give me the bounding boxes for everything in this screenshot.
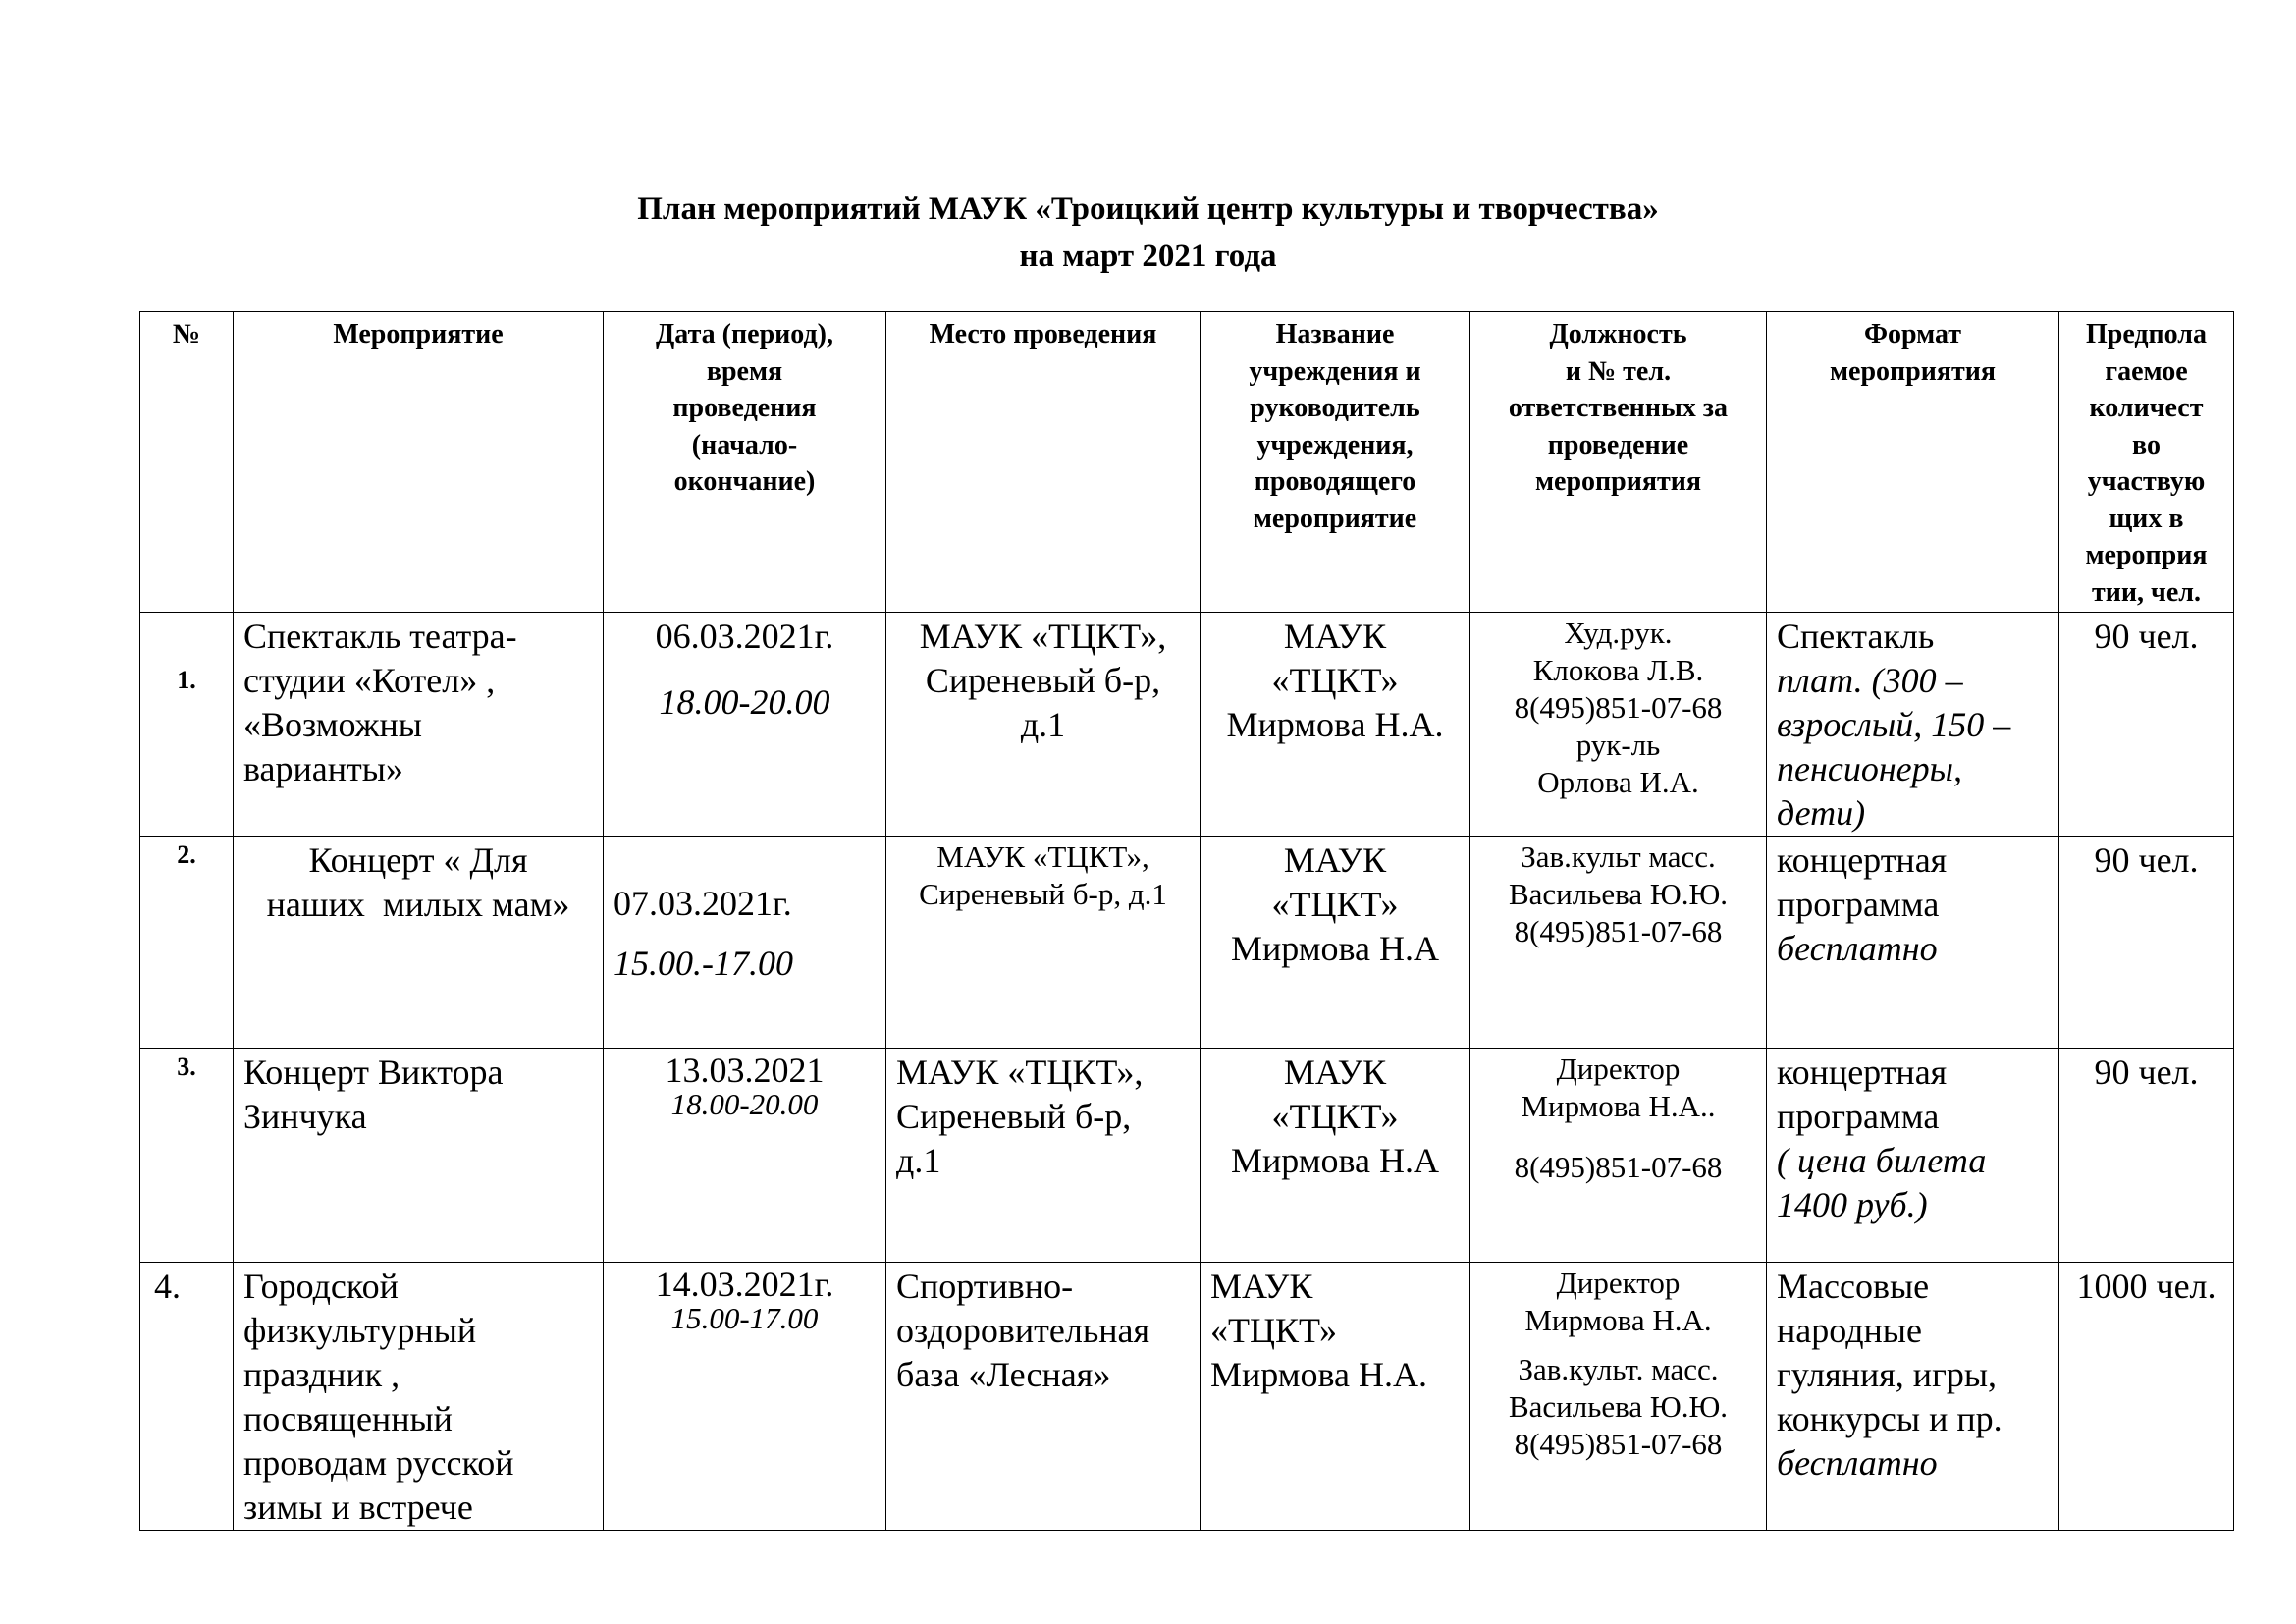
responsible-cell: Зав.культ масс. Васильева Ю.Ю. 8(495)851-07-68 xyxy=(1470,837,1767,1049)
event-cell: Концерт « Для наших милых мам» xyxy=(234,837,604,1049)
row-number: 1. xyxy=(140,613,234,837)
date-cell: 14.03.2021г. 15.00-17.00 xyxy=(604,1263,886,1531)
organization-cell: МАУК «ТЦКТ» Мирмова Н.А xyxy=(1201,837,1470,1049)
date-cell: 06.03.2021г. 18.00-20.00 xyxy=(604,613,886,837)
header-num: № xyxy=(140,312,234,613)
table-header-row xyxy=(140,312,2234,613)
place-cell: МАУК «ТЦКТ», Сиреневый б-р, д.1 xyxy=(886,613,1201,837)
header-format: Формат мероприятия xyxy=(1767,312,2059,613)
format-cell: концертная программа бесплатно xyxy=(1767,837,2059,1049)
table-row xyxy=(140,613,2234,837)
document-subtitle: на март 2021 года xyxy=(1019,239,1277,274)
place-cell: МАУК «ТЦКТ», Сиреневый б-р, д.1 xyxy=(886,837,1201,1049)
responsible-cell: Худ.рук. Клокова Л.В. 8(495)851-07-68 рук-ль Орлова И.А. xyxy=(1470,613,1767,837)
format-cell: концертная программа ( цена билета 1400 руб.) xyxy=(1767,1049,2059,1263)
responsible-cell: Директор Мирмова Н.А.. 8(495)851-07-68 xyxy=(1470,1049,1767,1263)
count-cell: 90 чел. xyxy=(2059,613,2234,837)
header-organization: Название учреждения и руководитель учреждения, проводящего мероприятие xyxy=(1201,312,1470,613)
organization-cell: МАУК «ТЦКТ» Мирмова Н.А. xyxy=(1201,613,1470,837)
responsible-cell: Директор Мирмова Н.А. Зав.культ. масс. Васильева Ю.Ю. 8(495)851-07-68 xyxy=(1470,1263,1767,1531)
header-event: Мероприятие xyxy=(234,312,604,613)
header-place: Место проведения xyxy=(886,312,1201,613)
events-table xyxy=(139,311,2234,1531)
count-cell: 90 чел. xyxy=(2059,1049,2234,1263)
header-responsible: Должность и № тел. ответственных за проведение мероприятия xyxy=(1470,312,1767,613)
document-title: План мероприятий МАУК «Троицкий центр культуры и творчества» xyxy=(637,191,1659,227)
event-cell: Городской физкультурный праздник , посвященный проводам русской зимы и встрече xyxy=(234,1263,604,1531)
table-row xyxy=(140,1049,2234,1263)
count-cell: 90 чел. xyxy=(2059,837,2234,1049)
header-date: Дата (период), время проведения (начало- окончание) xyxy=(604,312,886,613)
row-number: 3. xyxy=(140,1049,234,1263)
table-row xyxy=(140,837,2234,1049)
row-number: 4. xyxy=(140,1263,234,1531)
header-count: Предпола гаемое количест во участвую щих в меропpия тии, чел. xyxy=(2059,312,2234,613)
organization-cell: МАУК «ТЦКТ» Мирмова Н.А xyxy=(1201,1049,1470,1263)
place-cell: МАУК «ТЦКТ», Сиреневый б-р, д.1 xyxy=(886,1049,1201,1263)
place-cell: Спортивно- оздоровительная база «Лесная» xyxy=(886,1263,1201,1531)
date-cell: 13.03.2021 18.00-20.00 xyxy=(604,1049,886,1263)
format-cell: Массовые народные гуляния, игры, конкурсы и пр. бесплатно xyxy=(1767,1263,2059,1531)
count-cell: 1000 чел. xyxy=(2059,1263,2234,1531)
event-cell: Спектакль театра- студии «Котел» , «Возможны варианты» xyxy=(234,613,604,837)
format-cell: Спектакль плат. (300 – взрослый, 150 – пенсионеры, дети) xyxy=(1767,613,2059,837)
table-row xyxy=(140,1263,2234,1531)
date-cell: 07.03.2021г. 15.00.-17.00 xyxy=(604,837,886,1049)
row-number: 2. xyxy=(140,837,234,1049)
event-cell: Концерт Виктора Зинчука xyxy=(234,1049,604,1263)
organization-cell: МАУК «ТЦКТ» Мирмова Н.А. xyxy=(1201,1263,1470,1531)
